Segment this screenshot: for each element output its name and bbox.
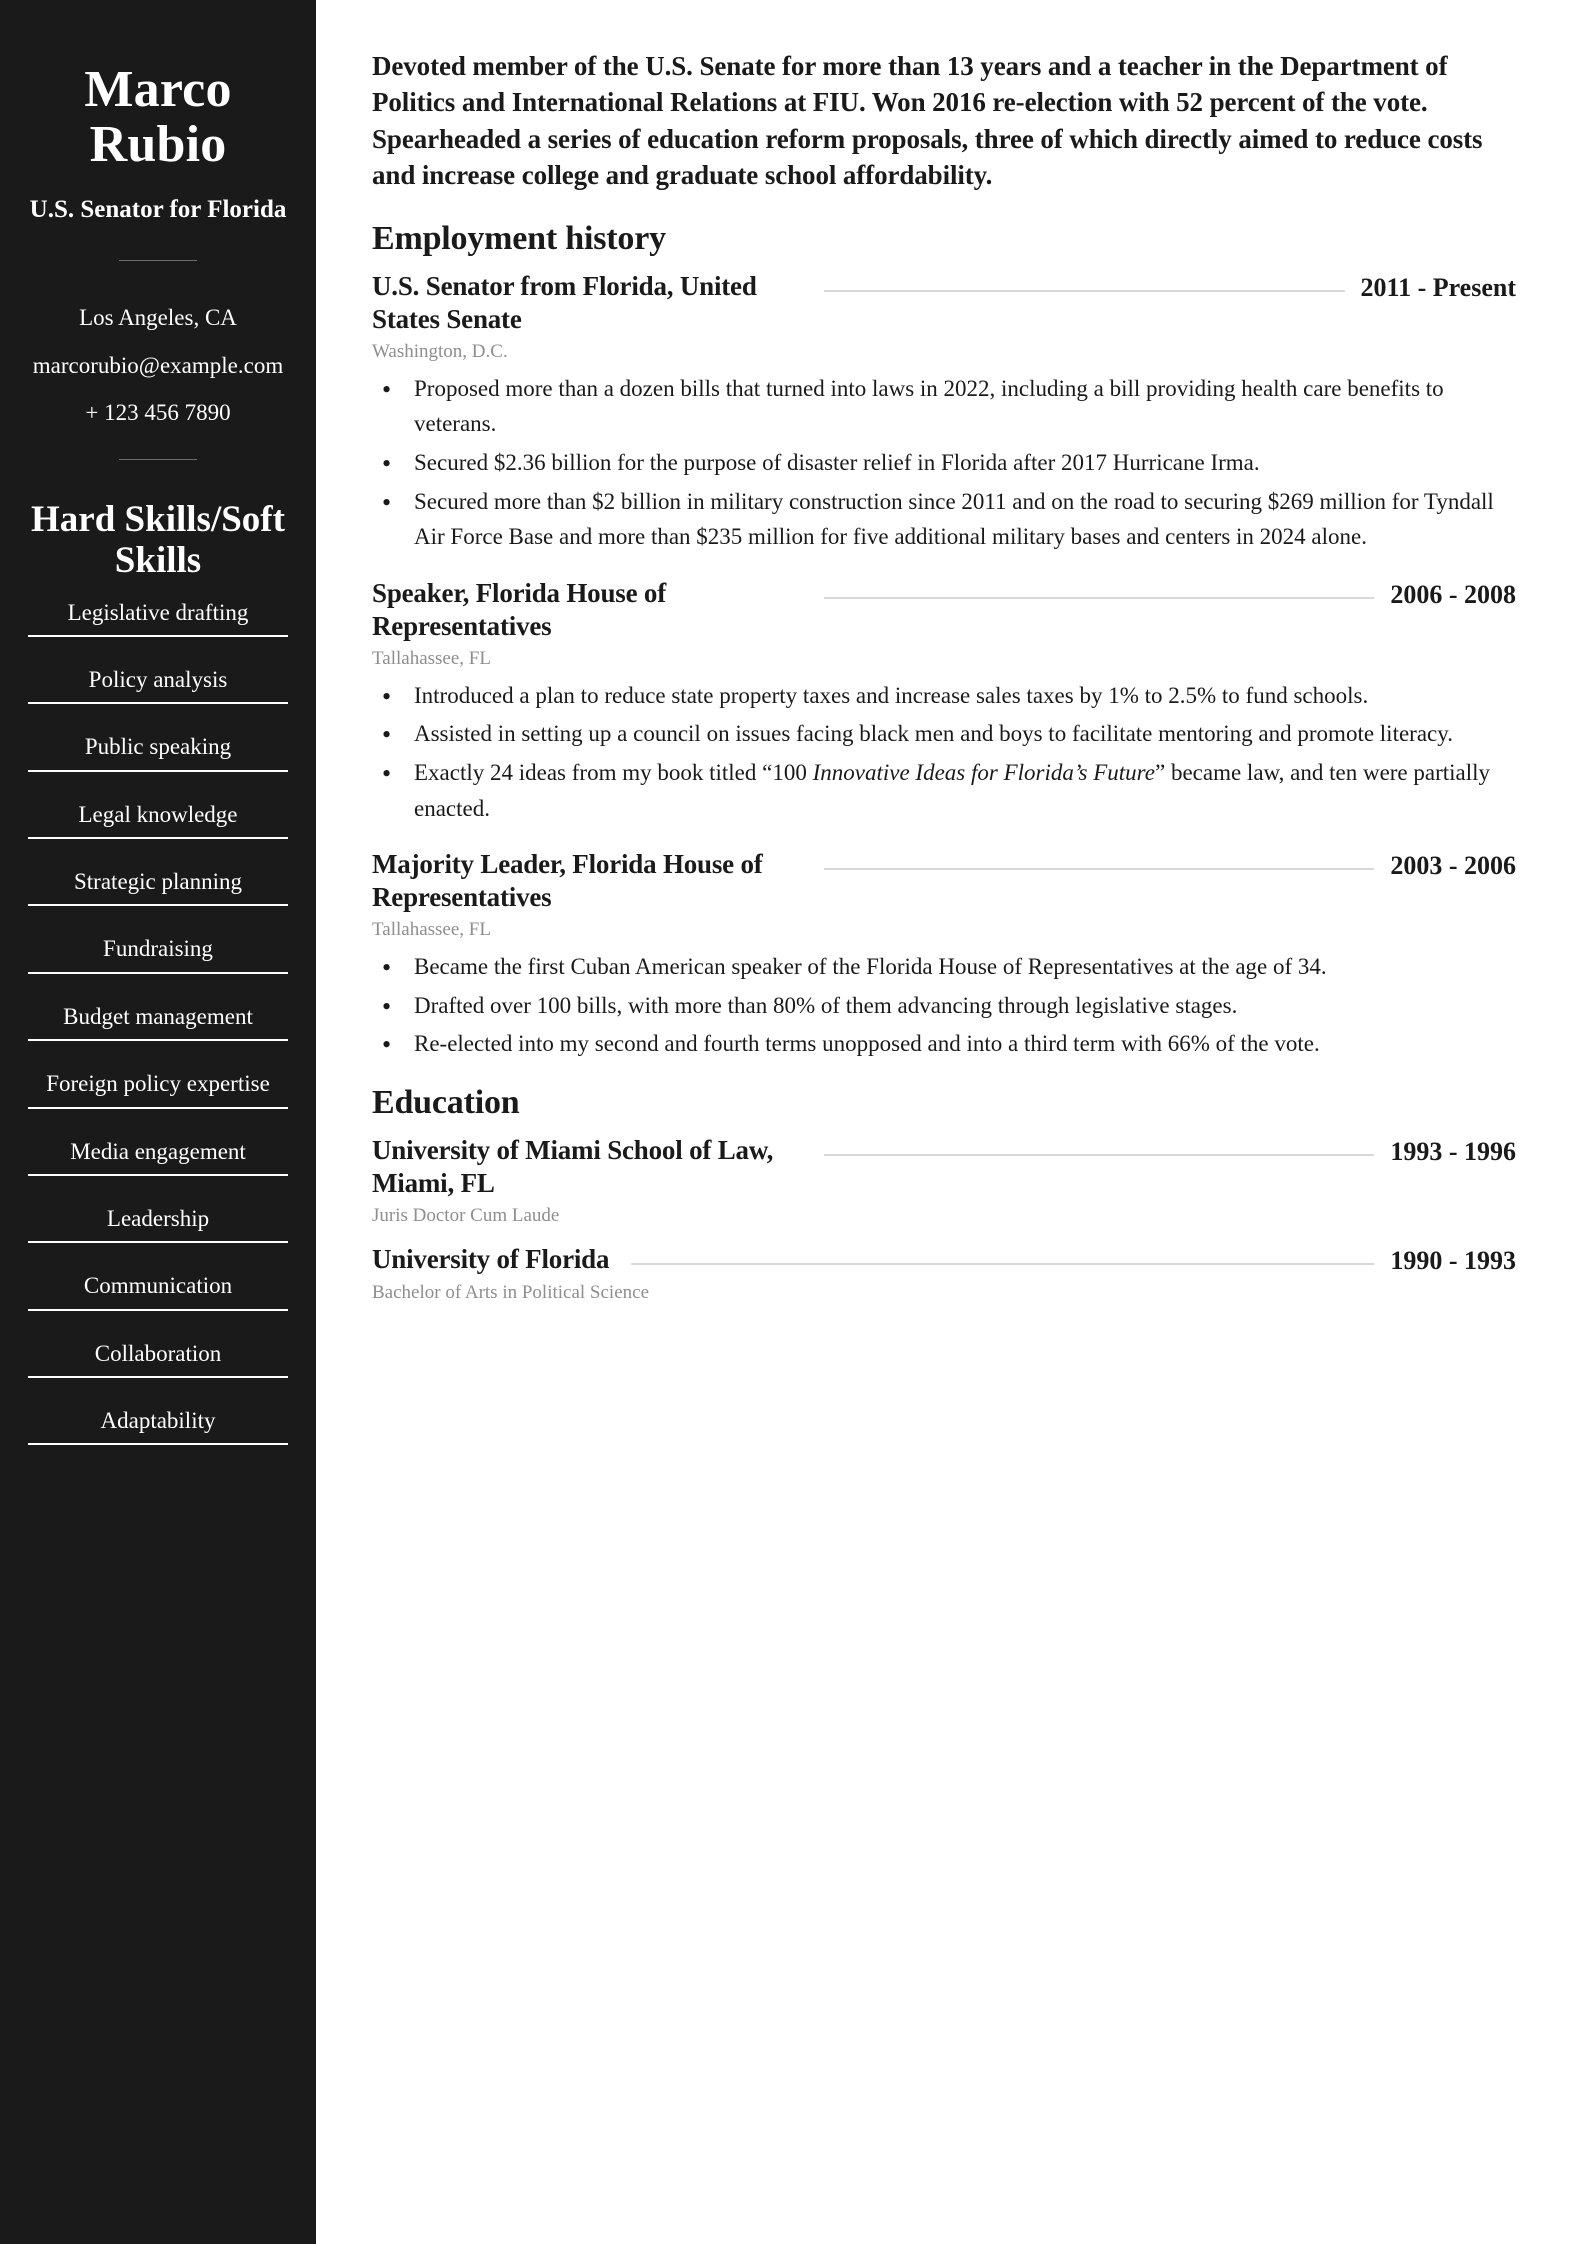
employment-entry <box>372 848 1516 1062</box>
skill-item: Public speaking <box>28 732 288 771</box>
job-date: 2011 - Present <box>1360 272 1516 302</box>
book-title-italic: Innovative Ideas for Florida’s Future <box>812 759 1155 785</box>
skill-item: Adaptability <box>28 1406 288 1445</box>
job-bullet: • Assisted in setting up a council on issues facing black men and boys to facilitate mentoring and promote literacy. <box>372 716 1516 752</box>
job-location: Tallahassee, FL <box>372 919 491 941</box>
candidate-job-title: U.S. Senator for Florida <box>29 196 287 224</box>
skill-item: Legal knowledge <box>28 800 288 839</box>
skill-item: Leadership <box>28 1204 288 1243</box>
contact-email[interactable]: marcorubio@example.com <box>32 352 284 378</box>
employment-history-heading: Employment history <box>372 219 666 257</box>
contact-block <box>28 301 288 429</box>
candidate-name: Marco Rubio <box>84 61 232 174</box>
skills-list <box>28 598 288 1446</box>
job-bullet: • Secured $2.36 billion for the purpose of disaster relief in Florida after 2017 Hurricane Irma. <box>372 445 1516 481</box>
job-bullet-list <box>372 949 1516 1062</box>
job-date: 2003 - 2006 <box>1390 851 1516 881</box>
job-date: 2006 - 2008 <box>1390 579 1516 609</box>
job-bullet-list <box>372 678 1516 827</box>
education-list <box>372 1134 1516 1304</box>
job-bullet: • Drafted over 100 bills, with more than 80% of them advancing through legislative stages. <box>372 988 1516 1024</box>
job-location: Tallahassee, FL <box>372 647 491 669</box>
contact-location: Los Angeles, CA <box>79 305 237 331</box>
job-title: U.S. Senator from Florida, United States Senate <box>372 270 757 334</box>
main-content <box>316 0 1588 2244</box>
job-location: Washington, D.C. <box>372 340 508 362</box>
job-bullet: • Introduced a plan to reduce state property taxes and increase sales taxes by 1% to 2.5% to fund schools. <box>372 678 1516 714</box>
employment-entry <box>372 577 1516 826</box>
education-date: 1993 - 1996 <box>1390 1137 1516 1167</box>
education-institution: University of Miami School of Law, Miami, FL <box>372 1135 774 1198</box>
entry-rule <box>824 290 1345 292</box>
skill-item: Communication <box>28 1271 288 1310</box>
skill-item: Collaboration <box>28 1339 288 1378</box>
education-degree: Bachelor of Arts in Political Science <box>372 1281 650 1303</box>
entry-rule <box>824 1154 1374 1156</box>
entry-rule <box>824 597 1374 599</box>
job-title: Majority Leader, Florida House of Representatives <box>372 849 763 913</box>
education-heading: Education <box>372 1084 520 1122</box>
entry-header <box>372 270 1516 336</box>
education-entry <box>372 1243 1516 1304</box>
contact-phone[interactable]: + 123 456 7890 <box>85 399 231 425</box>
sidebar <box>0 0 316 2244</box>
entry-header <box>372 1134 1516 1200</box>
education-entry <box>372 1134 1516 1227</box>
skill-item: Strategic planning <box>28 867 288 906</box>
education-date: 1990 - 1993 <box>1390 1245 1516 1275</box>
employment-list <box>372 270 1516 1062</box>
education-institution: University of Florida <box>372 1243 610 1274</box>
job-bullet: • Became the first Cuban American speaker of the Florida House of Representatives at the age of 34. <box>372 949 1516 985</box>
job-bullet-list <box>372 371 1516 555</box>
entry-header <box>372 1243 1516 1277</box>
employment-entry <box>372 270 1516 555</box>
entry-rule <box>824 868 1374 870</box>
skill-item: Fundraising <box>28 934 288 973</box>
job-bullet: • Proposed more than a dozen bills that turned into laws in 2022, including a bill providing health care benefits to veterans. <box>372 371 1516 442</box>
education-degree: Juris Doctor Cum Laude <box>372 1204 560 1226</box>
job-title: Speaker, Florida House of Representatives <box>372 577 667 641</box>
job-bullet: • Secured more than $2 billion in military construction since 2011 and on the road to securing $269 million for Tyndall Air Force Base and more than $235 million for five additional military bases and centers in 2024 alone. <box>372 484 1516 555</box>
job-bullet: • Exactly 24 ideas from my book titled “100 Innovative Ideas for Florida’s Future” became law, and ten were partially enacted. <box>372 755 1516 826</box>
professional-summary: Devoted member of the U.S. Senate for more than 13 years and a teacher in the Department of Politics and International Relations at FIU. Won 2016 re-election with 52 percent of the vote. Spearheaded a series of education reform proposals, three of which directly aimed to reduce costs and increase college and graduate school affordability. <box>372 51 1483 191</box>
sidebar-divider-bottom <box>119 459 197 460</box>
skill-item: Legislative drafting <box>28 598 288 637</box>
job-bullet: • Re-elected into my second and fourth terms unopposed and into a third term with 66% of the vote. <box>372 1026 1516 1062</box>
entry-rule <box>631 1263 1374 1265</box>
sidebar-divider-top <box>119 260 197 261</box>
skill-item: Foreign policy expertise <box>28 1069 288 1108</box>
skills-section-heading: Hard Skills/Soft Skills <box>31 499 285 581</box>
entry-header <box>372 848 1516 914</box>
skill-item: Budget management <box>28 1002 288 1041</box>
entry-header <box>372 577 1516 643</box>
skill-item: Media engagement <box>28 1137 288 1176</box>
skill-item: Policy analysis <box>28 665 288 704</box>
